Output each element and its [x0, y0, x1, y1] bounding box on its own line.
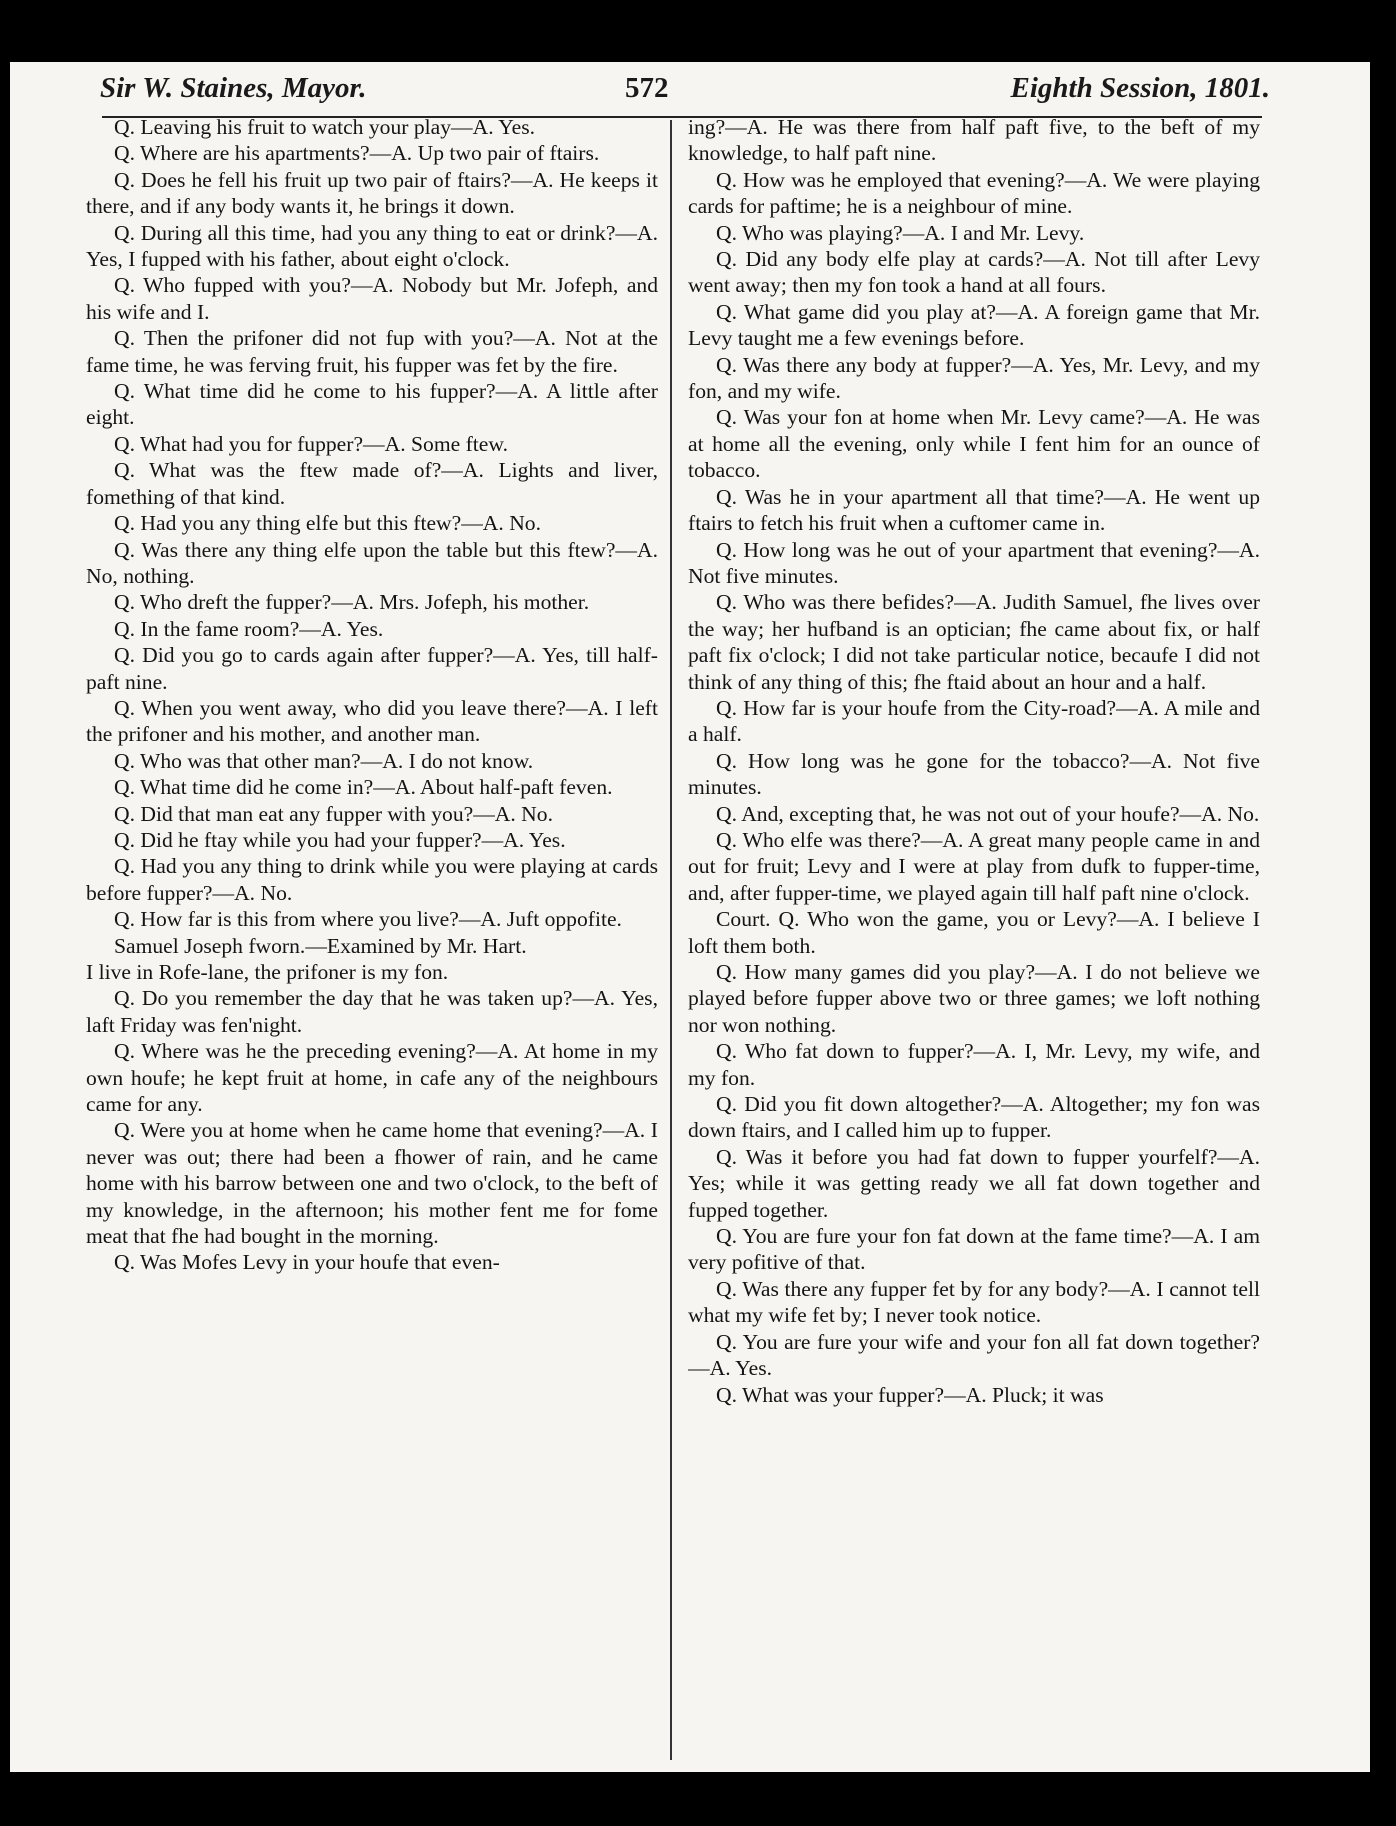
paragraph: Q. Had you any thing to drink while you were playing at cards before fupper?—A. No.	[86, 854, 658, 905]
header-mayor: Sir W. Staines, Mayor.	[100, 72, 367, 104]
paragraph: Q. Then the prifoner did not fup with you?—A. Not at the fame time, he was ferving fruit, his fupper was fet by the fire.	[86, 326, 658, 377]
paragraph: ing?—A. He was there from half paft five, to the beft of my knowledge, to half paft nine.	[688, 115, 1260, 166]
paragraph: Q. Were you at home when he came home that evening?—A. I never was out; there had been a fhower of rain, and he came home with his barrow between one and two o'clock, to the beft of my knowledge, in the afternoon; his mother fent me for fome meat that fhe had bought in the morning.	[86, 1118, 658, 1249]
paragraph: Q. How was he employed that evening?—A. We were playing cards for paftime; he is a neighbour of mine.	[688, 167, 1260, 219]
paragraph: Q. Was he in your apartment all that time?—A. He went up ftairs to fetch his fruit when a cuftomer came in.	[688, 484, 1260, 536]
header-session: Eighth Session, 1801.	[1010, 72, 1270, 104]
paragraph: Q. Who was that other man?—A. I do not know.	[114, 748, 534, 773]
paragraph: Q. You are fure your wife and your fon all fat down together?—A. Yes.	[688, 1329, 1260, 1381]
paragraph: Q. Was your fon at home when Mr. Levy came?—A. He was at home all the evening, only while I fent him for an ounce of tobacco.	[688, 405, 1260, 483]
paragraph: Q. What had you for fupper?—A. Some ftew.	[114, 431, 508, 456]
paragraph: Q. What game did you play at?—A. A foreign game that Mr. Levy taught me a few evenings before.	[688, 299, 1260, 351]
paragraph: Q. Who fupped with you?—A. Nobody but Mr. Jofeph, and his wife and I.	[86, 273, 658, 324]
paragraph: Q. What was your fupper?—A. Pluck; it was	[716, 1382, 1104, 1407]
left-column	[86, 114, 658, 1754]
paragraph: Q. Was there any thing elfe upon the table but this ftew?—A. No, nothing.	[86, 537, 658, 588]
paragraph: Q. Was there any body at fupper?—A. Yes, Mr. Levy, and my fon, and my wife.	[688, 352, 1260, 404]
paragraph: Q. Who was there befides?—A. Judith Samuel, fhe lives over the way; her hufband is an optician; fhe came about fix, or half paft fix o'clock; I did not take particular notice, becaufe I did not think of any thing of this; fhe ftaid about an hour and a half.	[688, 590, 1260, 694]
document-page	[10, 62, 1370, 1772]
paragraph: Court. Q. Who won the game, you or Levy?—A. I believe I loft them both.	[688, 907, 1260, 958]
right-column	[688, 114, 1260, 1754]
paragraph: Q. Leaving his fruit to watch your play—A. Yes.	[114, 115, 536, 139]
paragraph: Q. Where are his apartments?—A. Up two pair of ftairs.	[114, 141, 600, 166]
column-divider	[670, 120, 672, 1760]
running-head	[100, 72, 1270, 116]
paragraph: Q. Does he fell his fruit up two pair of ftairs?—A. He keeps it there, and if any body wants it, he brings it down.	[86, 167, 658, 219]
paragraph: Q. What time did he come in?—A. About half-paft feven.	[114, 775, 613, 800]
paragraph: Q. How long was he out of your apartment that evening?—A. Not five minutes.	[688, 537, 1260, 588]
paragraph: Q. Where was he the preceding evening?—A. At home in my own houfe; he kept fruit at home, in cafe any of the neighbours came for any.	[86, 1039, 658, 1117]
paragraph: Q. How long was he gone for the tobacco?—A. Not five minutes.	[688, 748, 1260, 800]
paragraph: Q. What time did he come to his fupper?—A. A little after eight.	[86, 379, 658, 430]
paragraph: Q. What was the ftew made of?—A. Lights and liver, fomething of that kind.	[86, 458, 658, 509]
paragraph: Q. And, excepting that, he was not out of your houfe?—A. No.	[716, 801, 1260, 826]
paragraph: Q. How far is your houfe from the City-road?—A. A mile and a half.	[688, 695, 1260, 747]
paragraph: Q. In the fame room?—A. Yes.	[114, 616, 384, 641]
paragraph: Q. Did he ftay while you had your fupper?—A. Yes.	[114, 827, 566, 852]
paragraph: Q. Did that man eat any fupper with you?—A. No.	[114, 801, 553, 826]
paragraph: Q. How many games did you play?—A. I do not believe we played before fupper above two or three games; we loft nothing nor won nothing.	[688, 960, 1260, 1037]
paragraph: Q. When you went away, who did you leave there?—A. I left the prifoner and his mother, and another man.	[86, 695, 658, 747]
paragraph: Q. Who fat down to fupper?—A. I, Mr. Levy, my wife, and my fon.	[688, 1039, 1260, 1090]
paragraph: Q. During all this time, had you any thing to eat or drink?—A. Yes, I fupped with his father, about eight o'clock.	[86, 220, 658, 272]
page-number: 572	[625, 72, 669, 104]
paragraph: Q. Was it before you had fat down to fupper yourfelf?—A. Yes; while it was getting ready we all fat down together and fupped together.	[688, 1144, 1260, 1222]
paragraph: Q. Had you any thing elfe but this ftew?—A. No.	[114, 511, 541, 536]
paragraph: Q. How far is this from where you live?—A. Juft oppofite.	[114, 907, 622, 932]
paragraph: Samuel Joseph fworn.—Examined by Mr. Hart.	[114, 933, 527, 958]
paragraph: Q. Who elfe was there?—A. A great many people came in and out for fruit; Levy and I were at play from dufk to fupper-time, and, after fupper-time, we played again till half paft nine o'clock.	[688, 827, 1260, 905]
paragraph: Q. Do you remember the day that he was taken up?—A. Yes, laft Friday was fen'night.	[86, 986, 658, 1037]
paragraph: Q. Was there any fupper fet by for any body?—A. I cannot tell what my wife fet by; I never took notice.	[688, 1276, 1260, 1328]
paragraph: Q. You are fure your fon fat down at the fame time?—A. I am very pofitive of that.	[688, 1224, 1260, 1275]
paragraph: Q. Was Mofes Levy in your houfe that even-	[114, 1250, 500, 1275]
paragraph: Q. Did any body elfe play at cards?—A. Not till after Levy went away; then my fon took a hand at all fours.	[688, 247, 1260, 298]
paragraph: Q. Did you fit down altogether?—A. Altogether; my fon was down ftairs, and I called him up to fupper.	[688, 1092, 1260, 1143]
paragraph: I live in Rofe-lane, the prifoner is my fon.	[86, 960, 449, 984]
paragraph: Q. Who dreft the fupper?—A. Mrs. Jofeph, his mother.	[114, 590, 590, 615]
paragraph: Q. Who was playing?—A. I and Mr. Levy.	[716, 220, 1085, 245]
paragraph: Q. Did you go to cards again after fupper?—A. Yes, till half-paft nine.	[86, 643, 658, 694]
